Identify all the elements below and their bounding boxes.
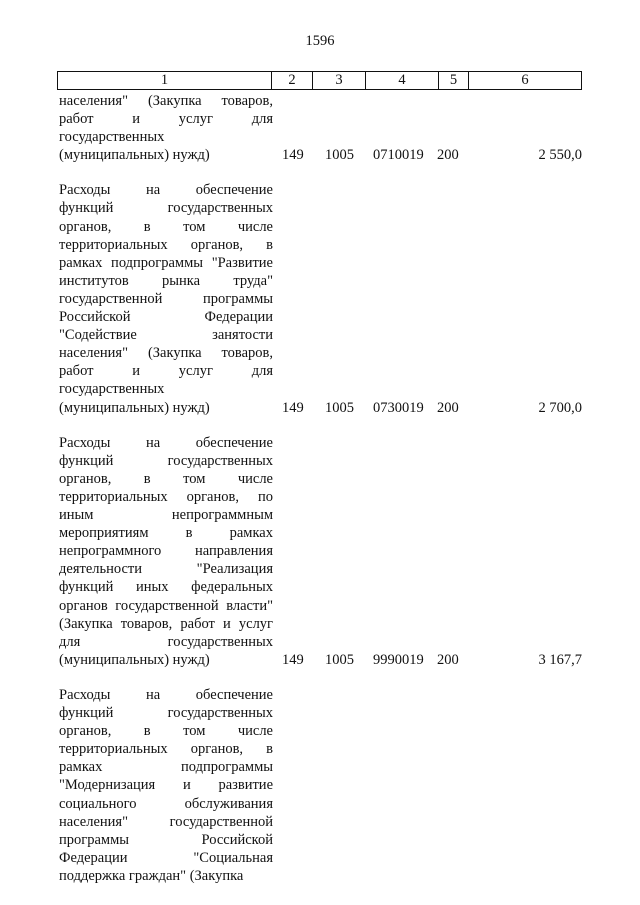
description-line: работ и услуг для xyxy=(59,111,273,128)
description-line: (муниципальных) нужд) xyxy=(59,399,210,416)
row-values xyxy=(0,146,640,164)
table-row xyxy=(0,181,640,416)
description-line: органов, в том числе xyxy=(59,218,273,235)
cell-c2: 149 xyxy=(282,399,304,416)
cell-c5: 200 xyxy=(437,147,459,164)
header-col-2: 2 xyxy=(271,71,313,90)
description-line: государственных xyxy=(59,129,165,146)
description-line: непрограммного направления xyxy=(59,543,273,560)
description-line: государственной программы xyxy=(59,290,273,307)
description-line: функций государственных xyxy=(59,705,273,722)
cell-c3: 1005 xyxy=(325,399,354,416)
table-row xyxy=(0,686,640,885)
description-line: функций государственных xyxy=(59,452,273,469)
description-line: населения" (Закупка товаров, xyxy=(59,345,273,362)
description-line: территориальных органов, в xyxy=(59,741,273,758)
description-line: (муниципальных) нужд) xyxy=(59,651,210,668)
description-line: "Модернизация и развитие xyxy=(59,777,273,794)
description-line: рамках подпрограммы "Развитие xyxy=(59,254,273,271)
header-col-6: 6 xyxy=(468,71,582,90)
description-line: институтов рынка труда" xyxy=(59,272,273,289)
description-line: населения" (Закупка товаров, xyxy=(59,93,273,109)
header-col-3: 3 xyxy=(312,71,366,90)
description-line: рамках подпрограммы xyxy=(59,759,273,776)
cell-c6: 2 700,0 xyxy=(538,399,582,416)
cell-c3: 1005 xyxy=(325,651,354,668)
row-description xyxy=(59,181,273,416)
header-col-5: 5 xyxy=(438,71,469,90)
table-row xyxy=(0,92,640,164)
row-values xyxy=(0,651,640,669)
table-header xyxy=(57,71,582,90)
description-line: поддержка граждан" (Закупка xyxy=(59,867,244,884)
cell-c6: 3 167,7 xyxy=(538,651,582,668)
description-line: функций иных федеральных xyxy=(59,579,273,596)
description-line: территориальных органов, по xyxy=(59,488,273,505)
row-values xyxy=(0,399,640,417)
table-body xyxy=(0,92,640,902)
description-line: органов, в том числе xyxy=(59,470,273,487)
table-row xyxy=(0,434,640,669)
description-line: Российской Федерации xyxy=(59,309,273,326)
row-description xyxy=(59,686,273,885)
description-line: Расходы на обеспечение xyxy=(59,686,273,703)
description-line: органов, в том числе xyxy=(59,723,273,740)
cell-c2: 149 xyxy=(282,147,304,164)
cell-c3: 1005 xyxy=(325,147,354,164)
description-line: деятельности "Реализация xyxy=(59,561,273,578)
description-line: социального обслуживания xyxy=(59,795,273,812)
description-line: государственных xyxy=(59,381,165,398)
cell-c2: 149 xyxy=(282,651,304,668)
description-line: Расходы на обеспечение xyxy=(59,434,273,451)
description-line: Федерации "Социальная xyxy=(59,849,273,866)
description-line: (муниципальных) нужд) xyxy=(59,147,210,164)
row-description xyxy=(59,434,273,669)
cell-c4: 0710019 xyxy=(373,147,424,164)
cell-c4: 9990019 xyxy=(373,651,424,668)
description-line: (Закупка товаров, работ и услуг xyxy=(59,615,273,632)
description-line: мероприятиям в рамках xyxy=(59,525,273,542)
description-line: функций государственных xyxy=(59,200,273,217)
description-line: Расходы на обеспечение xyxy=(59,182,273,199)
description-line: программы Российской xyxy=(59,831,273,848)
description-line: населения" государственной xyxy=(59,813,273,830)
cell-c5: 200 xyxy=(437,651,459,668)
description-line: территориальных органов, в xyxy=(59,236,273,253)
description-line: органов государственной власти" xyxy=(59,597,273,614)
page-number: 1596 xyxy=(305,33,335,49)
cell-c5: 200 xyxy=(437,399,459,416)
description-line: работ и услуг для xyxy=(59,363,273,380)
cell-c6: 2 550,0 xyxy=(538,147,582,164)
description-line: "Содействие занятости xyxy=(59,327,273,344)
row-values xyxy=(0,867,640,885)
description-line: иным непрограммным xyxy=(59,507,273,524)
header-col-1: 1 xyxy=(57,71,272,90)
cell-c4: 0730019 xyxy=(373,399,424,416)
description-line: для государственных xyxy=(59,633,273,650)
header-col-4: 4 xyxy=(365,71,439,90)
